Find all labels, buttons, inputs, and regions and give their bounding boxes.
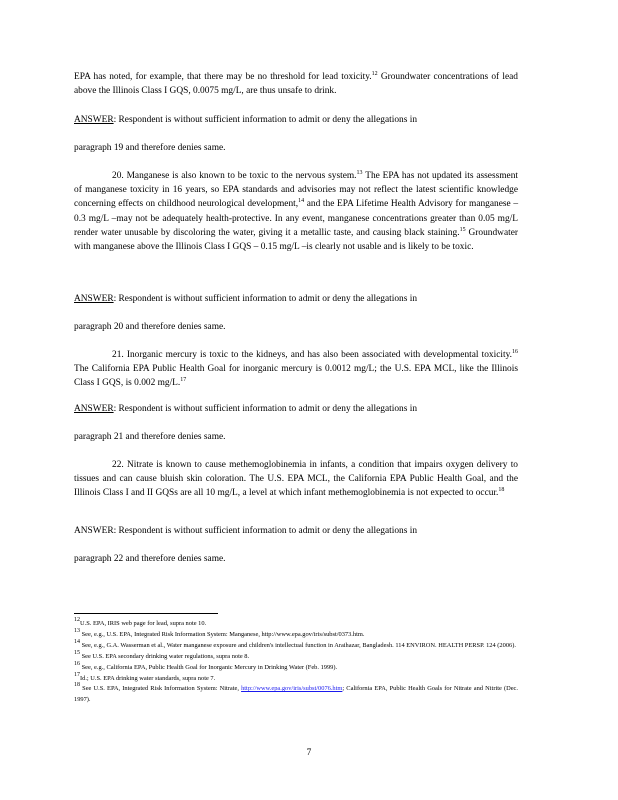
footnote-number: 12 [74,617,80,623]
footnote-text: See, e.g., G.A. Wasserman et al., Water manganese exposure and children's intellectual function in Araihazar, Bangladesh. 114 ENVIRON. HEALTH PERSP. 124 (2006). [81,641,516,649]
footnote-number: 13 [74,627,80,634]
body-text: 20. Manganese is also known to be toxic to the nervous system. [112,171,357,181]
answer-20-line2: paragraph 20 and therefore denies same. [74,322,226,332]
answer-text: : Respondent is without sufficient information to admit or deny the allegations in [113,294,418,304]
answer-21 [74,402,518,416]
body-text: Groundwater concentrations of lead above the Illinois Class I GQS, 0.0075 mg/L, are thus unsafe to drink. [74,72,518,97]
footnote-ref: 12 [371,71,378,77]
footnote-ref: 18 [498,487,505,494]
body-text: 21. Inorganic mercury is toxic to the kidneys, and has also been associated with developmental toxicity. [112,350,512,360]
footnote-ref: 13 [356,170,363,176]
body-text: and the EPA Lifetime Health Advisory for manganese – 0.3 mg/L –may not be adequately health-protective. In any event, manganese concentrations greater than 0.05 mg/L render water unusable by discoloring the water, giving it a metallic taste, and causing black staining. [74,199,519,238]
footnote-number: 18 [74,682,80,689]
answer-20 [74,292,518,306]
answer-label: ANSWER [74,115,114,125]
footnote-link[interactable]: http://www.epa.gov/iris/subst/0076.htm [241,685,343,693]
body-text: EPA has noted, for example, that there may be no threshold for lead toxicity. [74,72,372,82]
footnote-number: 17 [74,671,80,678]
footnote-text: See, e.g., U.S. EPA, Integrated Risk Information System: Manganese, http://www.epa.gov/iris/subst/0373.htm. [81,630,365,638]
footnote-number: 16 [74,660,80,667]
footnote-text: See U.S. EPA secondary drinking water regulations, supra note 8. [81,652,250,660]
answer-19-line2: paragraph 19 and therefore denies same. [74,143,226,153]
paragraph-20 [74,169,518,254]
page-number: 7 [306,748,312,758]
footnote-text: See, e.g., California EPA, Public Health Goal for Inorganic Mercury in Drinking Water (Feb. 1999). [81,663,338,671]
footnote-16 [74,660,518,674]
footnote-12 [74,619,518,630]
footnote-14 [74,638,518,652]
body-text: The California EPA Public Health Goal for inorganic mercury is 0.0012 mg/L; the U.S. EPA MCL, like the Illinois Class I GQS, is 0.002 mg/L. [74,364,518,389]
answer-22 [74,524,518,538]
paragraph-19-continuation [74,70,518,98]
footnotes [74,619,518,706]
footnote-number: 15 [74,649,80,656]
body-text: The EPA has not updated its assessment of manganese toxicity in 16 years, so EPA standards and advisories may not reflect the latest scientific knowledge concerning effects on childhood neurological development, [74,171,518,210]
answer-22-line2: paragraph 22 and therefore denies same. [74,554,226,564]
footnote-ref: 15 [459,226,466,233]
footnote-13 [74,627,518,641]
body-text: 22. Nitrate is known to cause methemoglobinemia in infants, a condition that impairs oxygen delivery to tissues and can cause bluish skin coloration. The U.S. EPA MCL, the California EPA Public Health Goal, and the Illinois Class I and II GQSs are all 10 mg/L, a level at which infant methemoglobinemia is not expected to occur. [74,460,518,499]
footnote-text: U.S. EPA, IRIS web page for lead, supra note 10. [80,620,207,627]
answer-19 [74,113,518,127]
answer-label: ANSWER [74,526,114,536]
answer-label: ANSWER [74,294,114,304]
body-text: Groundwater with manganese above the Illinois Class I GQS – 0.15 mg/L –is clearly not usable and is likely to be toxic. [74,227,518,253]
answer-text: : Respondent is without sufficient information to admit or deny the allegations in [113,115,418,125]
paragraph-22 [74,458,518,501]
footnote-18 [74,684,518,706]
paragraph-21 [74,348,518,391]
answer-21-line2: paragraph 21 and therefore denies same. [74,432,226,442]
footnote-15 [74,649,518,663]
answer-text: : Respondent is without sufficient information to admit or deny the allegations in [113,404,418,414]
footnote-ref: 17 [180,377,187,384]
answer-label: ANSWER [74,404,114,414]
footnote-17 [74,671,518,685]
answer-text: : Respondent is without sufficient information to admit or deny the allegations in [113,526,418,536]
footnote-text: ; California EPA, Public Health Goals for Nitrate and Nitrite (Dec. 1997). [74,685,518,704]
footnote-ref: 14 [298,198,305,205]
footnote-ref: 16 [512,349,518,355]
footnote-text: Id.; U.S. EPA drinking water standards, supra note 7. [80,674,216,682]
footnote-divider [74,613,218,614]
footnote-text: See U.S. EPA, Integrated Risk Information System: Nitrate, [82,685,239,693]
footnote-number: 14 [74,638,80,645]
